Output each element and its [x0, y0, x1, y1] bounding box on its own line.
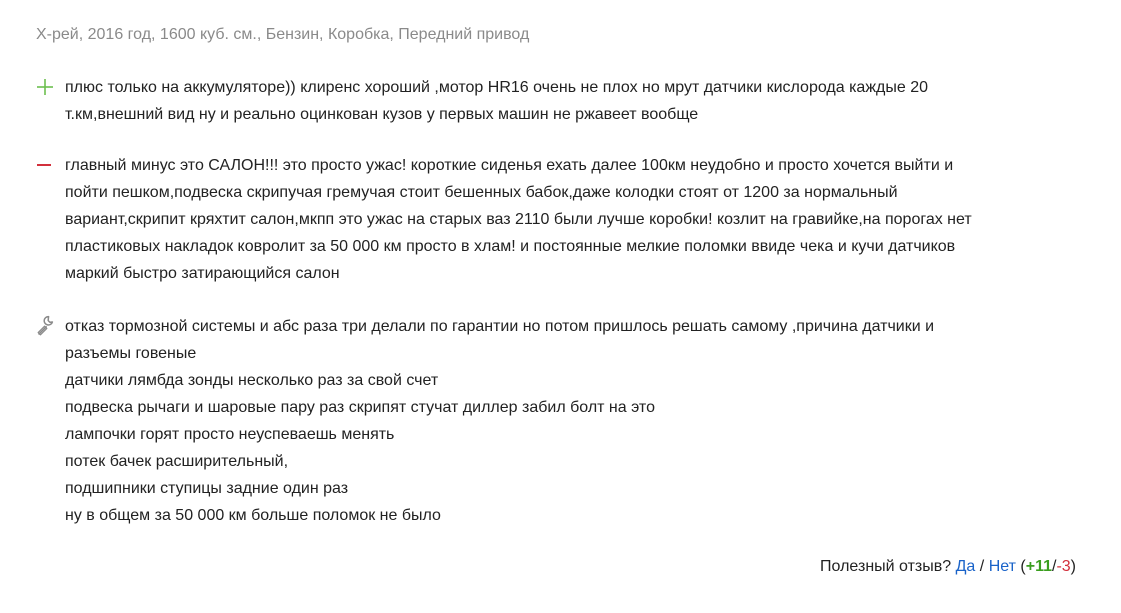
breakdowns-line: лампочки горят просто неуспеваешь менять [65, 426, 395, 443]
pros-line: т.км,внешний вид ну и реально оцинкован кузов у первых машин не ржавеет вообще [65, 106, 699, 123]
open-paren: ( [1020, 558, 1026, 575]
vote-count-group [1020, 558, 1076, 575]
cons-line: главный минус это САЛОН!!! это просто ужас! короткие сиденья ехать далее 100км неудобно и просто хочется выйти и [65, 157, 954, 174]
cons-line: маркий быстро затирающийся салон [65, 265, 340, 282]
breakdowns-line: отказ тормозной системы и абс раза три делали по гарантии но потом пришлось решать самому ,причина датчики и [65, 318, 935, 335]
negative-vote-count: -3 [1056, 558, 1071, 575]
pros-text [65, 74, 1096, 128]
minus-icon [36, 152, 54, 176]
positive-vote-count: +11 [1025, 558, 1052, 575]
cons-section [36, 152, 1096, 287]
helpful-review-bar [820, 555, 1076, 579]
close-paren: ) [1070, 558, 1076, 575]
breakdowns-line: подвеска рычаги и шаровые пару раз скрипят стучат диллер забил болт на это [65, 399, 655, 416]
pros-section [36, 74, 1096, 128]
vote-separator: / [979, 558, 985, 575]
count-slash: / [1051, 558, 1057, 575]
wrench-icon [36, 313, 54, 337]
breakdowns-line: подшипники ступицы задние один раз [65, 480, 349, 497]
breakdowns-line: разъемы говеные [65, 345, 197, 362]
pros-line: плюс только на аккумуляторе)) клиренс хороший ,мотор HR16 очень не плох но мрут датчики кислорода каждые 20 [65, 79, 928, 96]
breakdowns-text [65, 313, 1096, 529]
helpful-question: Полезный отзыв? [820, 558, 952, 575]
breakdowns-line: потек бачек расширительный, [65, 453, 289, 470]
breakdowns-line: датчики лямбда зонды несколько раз за свой счет [65, 372, 439, 389]
breakdowns-line: ну в общем за 50 000 км больше поломок не было [65, 507, 441, 524]
cons-line: пойти пешком,подвеска скрипучая гремучая стоит бешенных бабок,даже колодки стоят от 1200 за нормальный [65, 184, 898, 201]
car-info: X-рей, 2016 год, 1600 куб. см., Бензин, Коробка, Передний привод [36, 26, 530, 43]
plus-icon [36, 74, 54, 98]
cons-line: вариант,скрипит кряхтит салон,мкпп это ужас на старых ваз 2110 были лучше коробки! козлит на гравийке,на порогах нет [65, 211, 972, 228]
breakdowns-section [36, 313, 1096, 529]
helpful-yes-link[interactable]: Да [955, 558, 976, 575]
cons-line: пластиковых накладок ковролит за 50 000 км просто в хлам! и постоянные мелкие поломки ввиде чека и кучи датчиков [65, 238, 956, 255]
helpful-no-link[interactable]: Нет [988, 558, 1016, 575]
cons-text [65, 152, 1096, 287]
